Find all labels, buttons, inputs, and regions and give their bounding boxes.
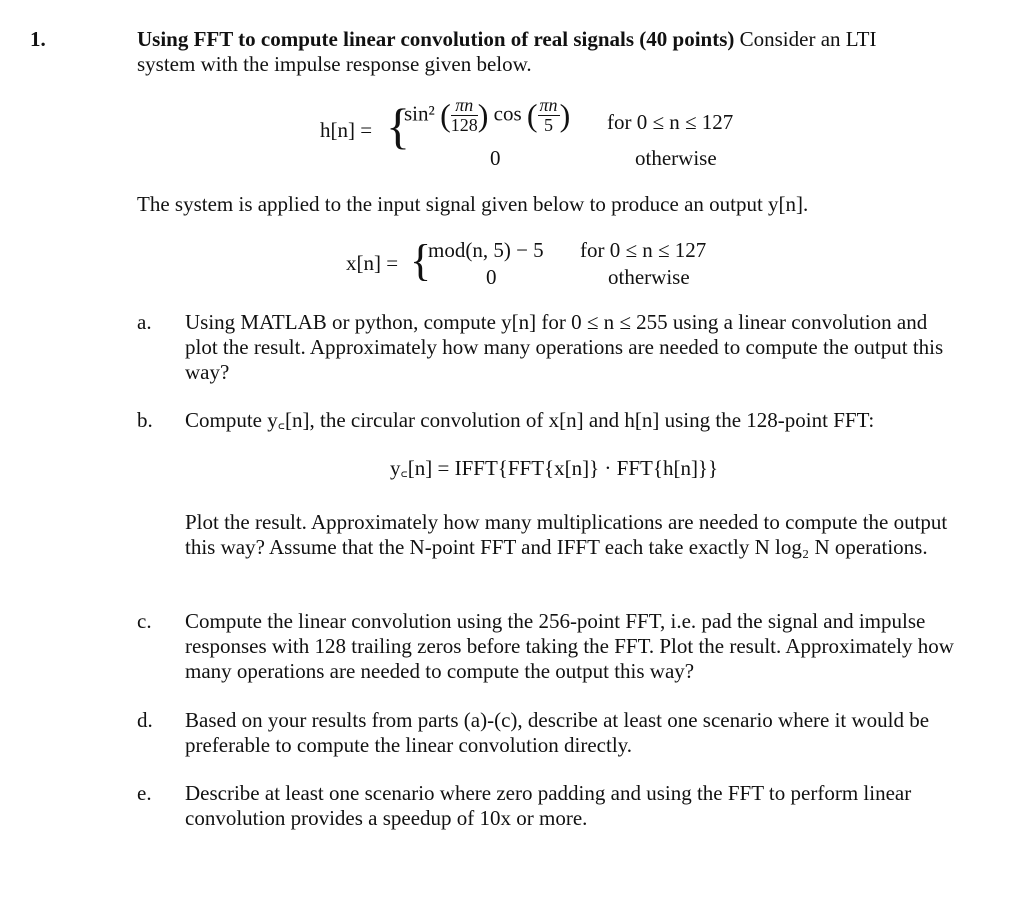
part-b-continued (137, 510, 967, 590)
eq-x-brace: { (410, 236, 432, 285)
eq-h-brace: { (386, 98, 410, 154)
eq-x-cond2: otherwise (608, 265, 690, 289)
question-intro (137, 27, 937, 77)
eq-h-frac2-num: πn (539, 95, 558, 115)
eq-h-val2: 0 (490, 146, 501, 170)
part-a-text: Using MATLAB or python, compute y[n] for 0 ≤ n ≤ 255 using a linear convolution and plot the result. Approximately how many operations are needed to compute the output this way? (185, 310, 944, 384)
part-b-text: Compute y꜀[n], the circular convolution of x[n] and h[n] using the 128-point FFT: (185, 408, 875, 432)
input-signal-equation (346, 238, 766, 294)
impulse-response-equation (320, 96, 840, 176)
eq-h-frac2-den: 5 (544, 115, 554, 135)
part-d (137, 708, 967, 763)
eq-h-cos: cos (493, 101, 522, 126)
part-a (137, 310, 967, 390)
part-c (137, 609, 967, 689)
part-e-text: Describe at least one scenario where zero padding and using the FFT to perform linear convolution provides a speedup of 10x or more. (185, 781, 912, 830)
eq-h-case1: sin² ( $\frac{\pi n}{128}$ ) cos ( $\frac{\pi n}{5}$ ) (404, 95, 571, 135)
part-d-label: d. (137, 708, 153, 732)
eq-h-frac2 (538, 96, 560, 135)
eq-x-lhs: x[n] = (346, 251, 399, 275)
eq-h-cond1: for 0 ≤ n ≤ 127 (607, 110, 734, 134)
part-e (137, 781, 967, 836)
eq-h-cond2: otherwise (635, 146, 717, 170)
eq-x-val2: 0 (486, 265, 497, 289)
eq-h-frac1-den: 128 (450, 115, 478, 135)
eq-x-cond1: for 0 ≤ n ≤ 127 (580, 238, 707, 262)
part-b2-text: Plot the result. Approximately how many multiplications are needed to compute the output this way? Assume that the N-point FFT and IFFT each take exactly N log₂ N operations. (185, 510, 948, 559)
eq-h-sin: sin² (404, 101, 435, 126)
part-e-label: e. (137, 781, 152, 805)
question-intro-text: Consider an LTI system with the impulse response given below. (137, 27, 877, 76)
part-b-label: b. (137, 408, 153, 432)
question-title: Using FFT to compute linear convolution of real signals (40 points) (137, 27, 735, 51)
circular-convolution-equation: y꜀[n] = IFFT{FFT{x[n]} · FFT{h[n]}} (390, 456, 719, 480)
eq-h-lhs: h[n] = (320, 118, 373, 142)
input-sentence: The system is applied to the input signal given below to produce an output y[n]. (137, 192, 809, 216)
eq-h-frac1 (451, 96, 478, 135)
part-b (137, 408, 967, 438)
eq-h-frac1-num: πn (451, 96, 478, 116)
eq-x-val1: mod(n, 5) − 5 (428, 238, 544, 262)
part-d-text: Based on your results from parts (a)-(c), describe at least one scenario where it would be preferable to compute the linear convolution directly. (185, 708, 930, 757)
part-a-label: a. (137, 310, 152, 334)
part-c-text: Compute the linear convolution using the 256-point FFT, i.e. pad the signal and impulse responses with 128 trailing zeros before taking the FFT. Plot the result. Approximately how many operations are needed to compute the output this way? (185, 609, 954, 683)
part-c-label: c. (137, 609, 152, 633)
question-number: 1. (30, 27, 46, 51)
